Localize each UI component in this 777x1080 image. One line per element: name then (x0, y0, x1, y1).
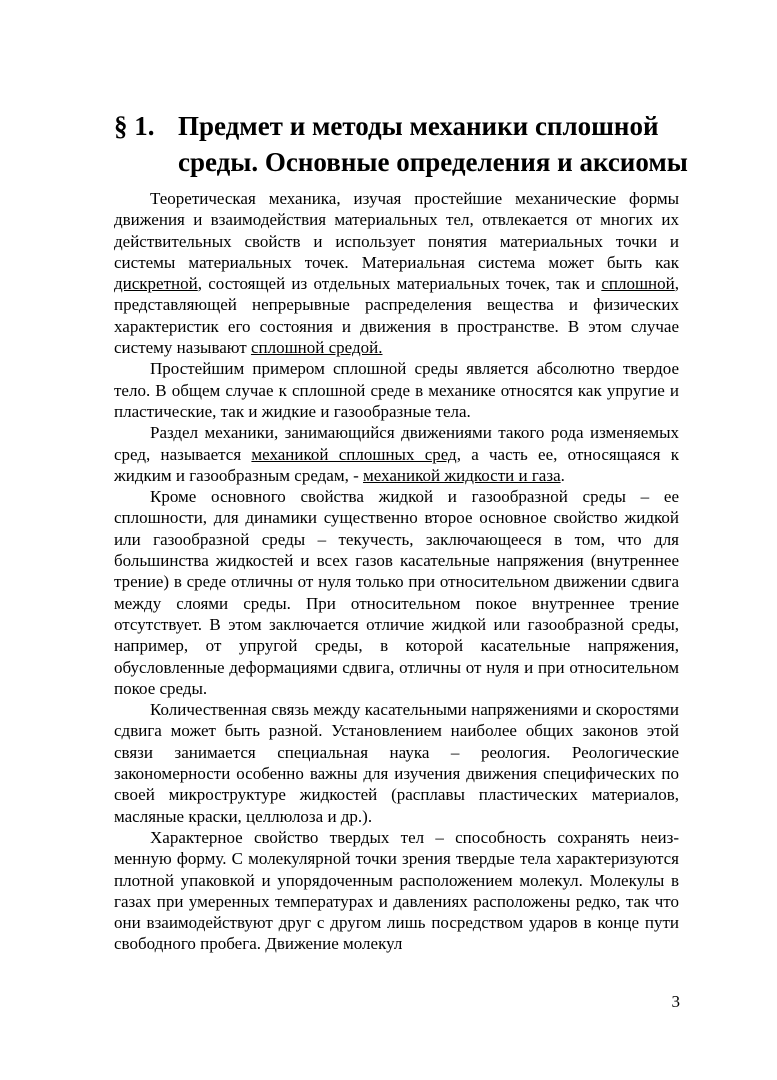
underlined-term: механикой жидкости и газа (363, 465, 561, 485)
paragraph-text: Теоретическая механика, изучая простейшие механические формы движения и взаимодействия материальных тел, отвлекается от многих их действительных свойств и использует понятия материальных точки и системы материальных точек. Материальная система может быть как (114, 189, 679, 272)
underlined-term: сплошной средой. (250, 338, 383, 358)
paragraph-text: Характерное свойство твердых тел – способность сохранять неизменную форму. С молекулярной точки зрения твердые тела характеризуются плотной упаковкой и упорядоченным расположением молекул. Молекулы в газах при умеренных температурах и давлениях расположены редко, так что они взаимодействуют друг с другом лишь посредством ударов в конце пути свободного пробега. Движение молекул (114, 827, 679, 954)
paragraph-text: , представляющей непрерывные распределения вещества и физических характеристик его состояния и движения в пространстве. В этом случае систему называют (114, 274, 679, 358)
paragraph-text: . (560, 465, 565, 485)
paragraph (114, 358, 679, 422)
paragraph (114, 827, 679, 955)
paragraph-text: Кроме основного свойства жидкой и газообразной среды – ее сплошности, для динамики существенно второе основное свойство жидкой или газообразной среды – текучесть, заключающееся в том, что для большинства жидкостей и всех газов касательные напряжения (внутреннее трение) в среде отличны от нуля только при относительном движении сдвига между слоями среды. При относительном покое внутреннее трение отсутствует. В этом заключается отличие жидкой или газообразной среды, например, от упругой среды, в которой касательные напряжения, обусловленные деформациями сдвига, отличны от нуля и при относительном покое среды. (114, 487, 679, 698)
paragraph-text: Количественная связь между касательными напряжениями и скоростями сдвига может быть разной. Установлением наиболее общих законов этой связи занимается специальная наука – реология. Реологические закономерности особенно важны для изучения движения специфических по своей микроструктуре жидкостей (расплавы пластических материалов, масляные краски, целлюлоза и др.). (114, 700, 679, 826)
paragraph-text: Простейшим примером сплошной среды является абсолютно твердое тело. В общем случае к сплошной среде в механике относятся как упругие и пластические, так и жидкие и газообразные тела. (114, 359, 679, 421)
section-title: Предмет и методы механики сплошной среды. Основные определения и аксиомы (178, 111, 688, 177)
paragraph (114, 486, 679, 699)
underlined-term: сплошной (601, 274, 675, 294)
paragraph-text: Раздел механики, занимающийся движениями такого рода изменяемых сред, называется (114, 423, 679, 464)
page-number: 3 (671, 992, 680, 1011)
paragraph (114, 188, 679, 358)
underlined-term: дискретной (114, 274, 198, 294)
paragraph-text: , состоящей из отдельных материальных точек, так и (197, 274, 602, 294)
paragraph-text: , а часть ее, относящаяся к жидким и газообразным средам, - (114, 444, 679, 485)
paragraph (114, 422, 679, 486)
section-number: § 1. (114, 111, 155, 141)
paragraph (114, 699, 679, 827)
body-text (114, 188, 679, 955)
underlined-term: механикой сплошных сред (251, 444, 457, 464)
